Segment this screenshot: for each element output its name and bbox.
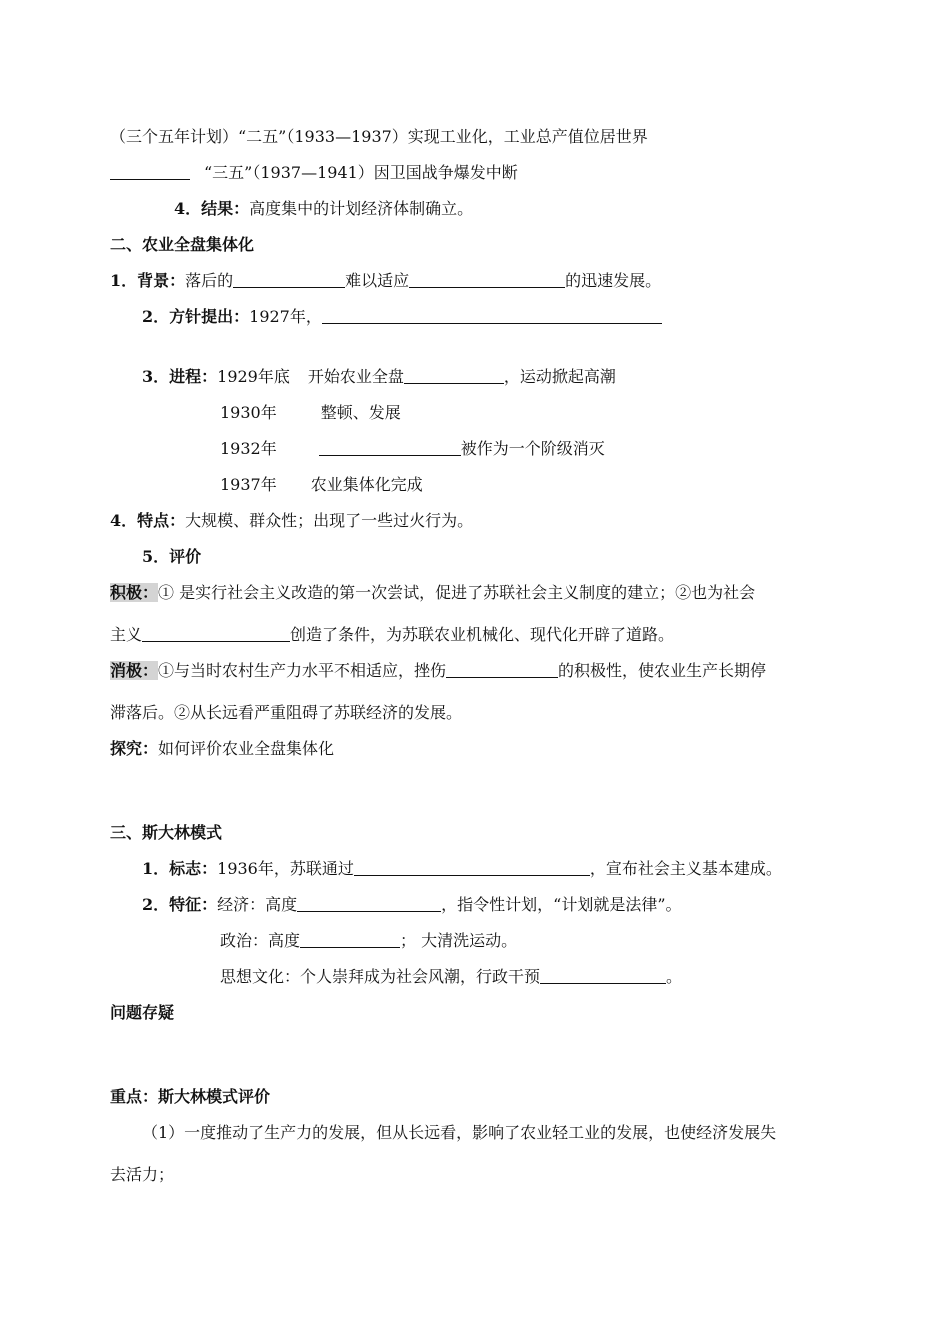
keypoint-heading: 重点：斯大林模式评价 — [110, 1087, 271, 1106]
positive-line-1: 积极：① 是实行社会主义改造的第一次尝试，促进了苏联社会主义制度的建立；②也为社会 — [110, 583, 756, 602]
process-row-1: 3．进程：1929年底 开始农业全盘 ，运动掀起高潮 — [142, 367, 616, 386]
policy-line: 2．方针提出：1927年， — [142, 306, 662, 328]
section2-heading: 二、农业全盘集体化 — [110, 235, 255, 254]
explore-line: 探究：如何评价农业全盘集体化 — [110, 739, 335, 758]
fill-blank[interactable] — [446, 661, 558, 678]
fill-blank[interactable] — [233, 271, 345, 288]
process-row-2: 1930年 整顿、发展 — [220, 403, 401, 422]
negative-line-2: 滞落后。②从长远看严重阻碍了苏联经济的发展。 — [110, 703, 463, 722]
background-line: 1．背景：落后的 难以适应 的迅速发展。 — [110, 271, 662, 290]
result-line: 4．结果：高度集中的计划经济体制确立。 — [174, 199, 474, 218]
sign-line: 1．标志：1936年，苏联通过 ，宣布社会主义基本建成。 — [142, 859, 782, 878]
traits-economy-line: 2．特征：经济：高度 ，指令性计划，“计划就是法律”。 — [142, 895, 682, 914]
fill-blank[interactable] — [110, 163, 190, 180]
keypoint-paragraph-1: （1）一度推动了生产力的发展，但从长远看，影响了农业轻工业的发展，也使经济发展失 — [142, 1123, 777, 1142]
section3-heading: 三、斯大林模式 — [110, 823, 223, 842]
fill-blank[interactable] — [409, 271, 565, 288]
traits-politics-line: 政治：高度 ； 大清洗运动。 — [220, 931, 518, 950]
negative-line-1: 消极：①与当时农村生产力水平不相适应，挫伤 的积极性，使农业生产长期停 — [110, 661, 767, 680]
fill-blank[interactable] — [540, 967, 666, 984]
process-row-4: 1937年 农业集体化完成 — [220, 475, 423, 494]
evaluation-heading: 5．评价 — [142, 547, 202, 566]
process-row-3: 1932年 被作为一个阶级消灭 — [220, 439, 605, 458]
fill-blank[interactable] — [319, 439, 461, 456]
traits-culture-line: 思想文化：个人崇拜成为社会风潮，行政干预 。 — [220, 967, 683, 986]
fill-blank[interactable] — [300, 931, 400, 948]
plan-line-2: “三五”（1937—1941）因卫国战争爆发中断 — [110, 162, 518, 184]
fill-blank[interactable] — [322, 307, 662, 324]
questions-heading: 问题存疑 — [110, 1003, 175, 1022]
fill-blank[interactable] — [354, 859, 590, 876]
positive-line-2: 主义 创造了条件，为苏联农业机械化、现代化开辟了道路。 — [110, 625, 675, 644]
fill-blank[interactable] — [297, 895, 441, 912]
feature-line: 4．特点：大规模、群众性；出现了一些过火行为。 — [110, 511, 474, 530]
fill-blank[interactable] — [404, 367, 504, 384]
fill-blank[interactable] — [142, 625, 290, 642]
plan-line-1: （三个五年计划）“二五”（1933—1937）实现工业化，工业总产值位居世界 — [110, 127, 648, 146]
keypoint-paragraph-2: 去活力； — [110, 1165, 175, 1184]
